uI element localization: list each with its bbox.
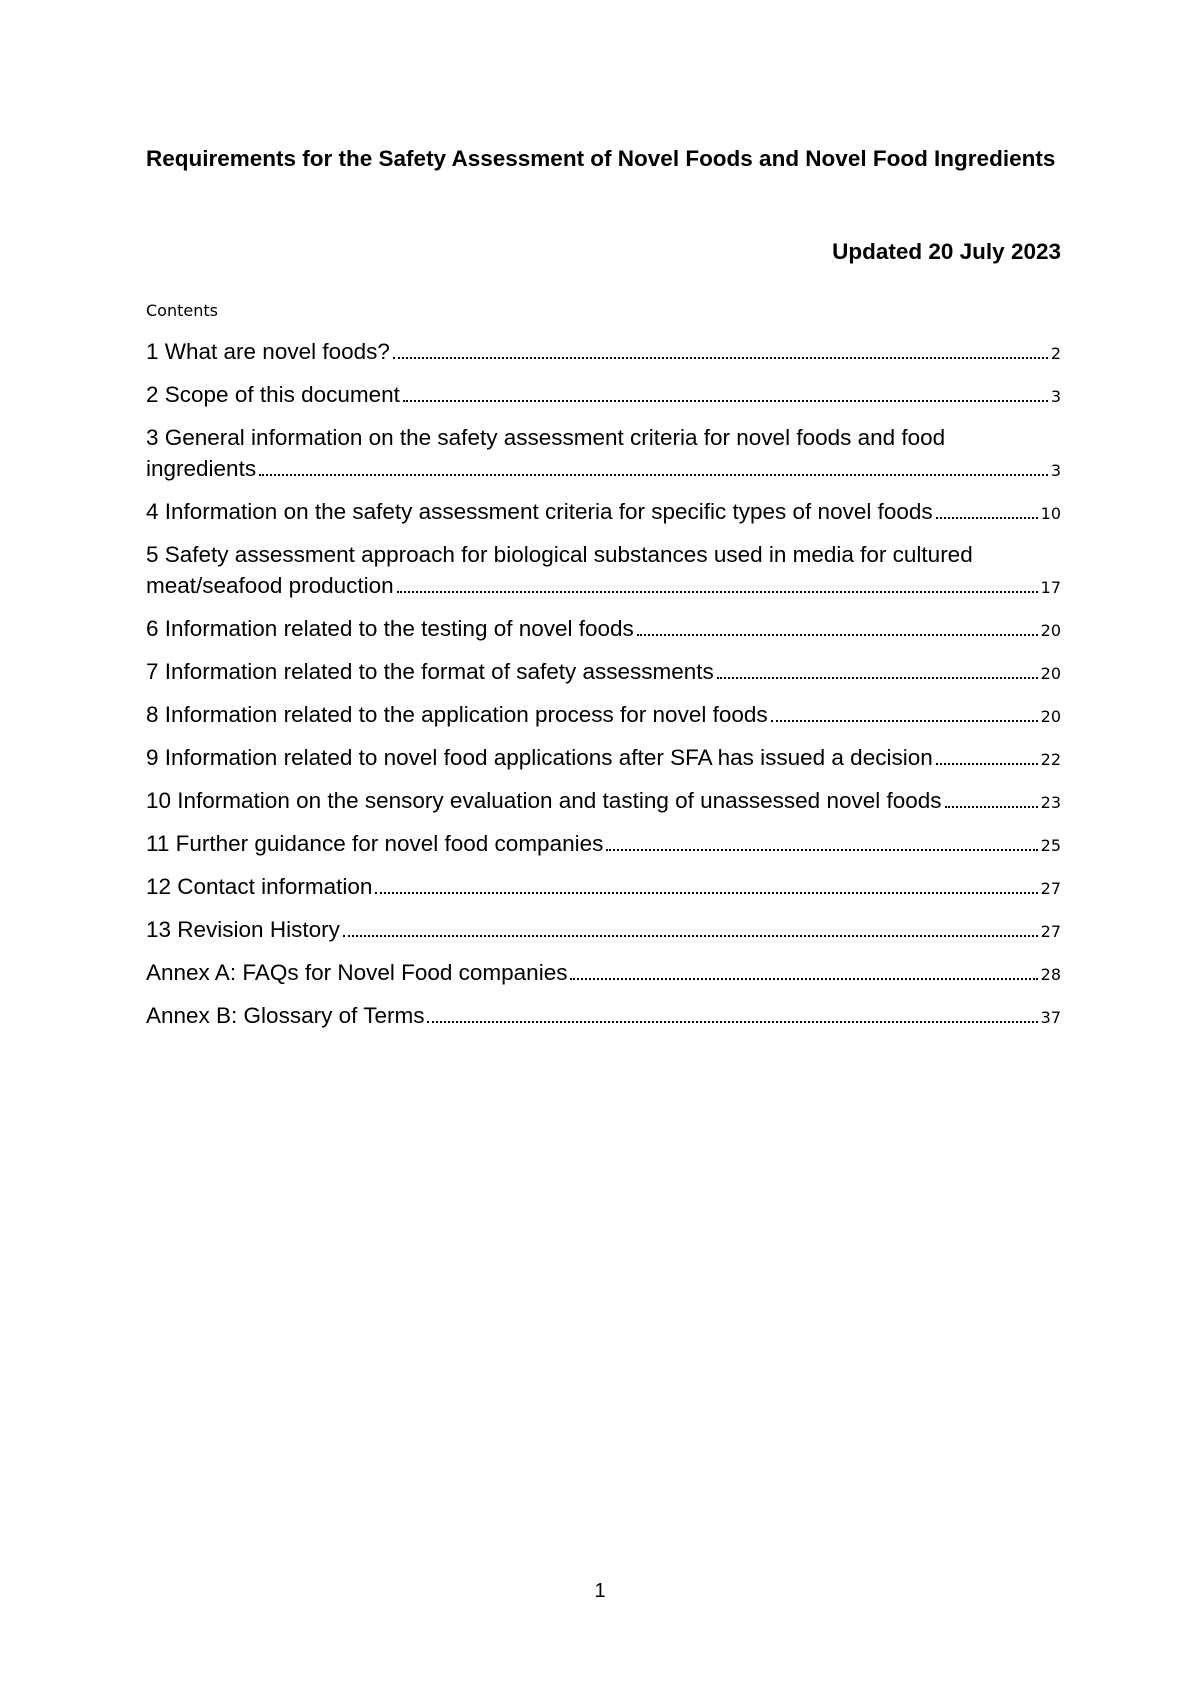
dot-leader: [403, 400, 1048, 402]
toc-page-number: 10: [1040, 504, 1061, 523]
dot-leader: [343, 935, 1038, 937]
toc-entry-9[interactable]: [146, 742, 1061, 775]
toc-entry-row: [146, 570, 1061, 603]
toc-page-number: 23: [1040, 793, 1061, 812]
toc-entry-label: 8 Information related to the application process for novel foods: [146, 702, 768, 727]
toc-entry-annex-b[interactable]: [146, 1000, 1061, 1033]
toc-entry-label: 2 Scope of this document: [146, 382, 400, 407]
toc-entry-label: 11 Further guidance for novel food companies: [146, 831, 604, 856]
dot-leader: [570, 978, 1037, 980]
toc-entry-label: Annex A: FAQs for Novel Food companies: [146, 960, 568, 985]
toc-entry-label-line2: ingredients: [146, 456, 257, 481]
toc-entry-label-line1: 5 Safety assessment approach for biological substances used in media for cultured: [146, 542, 973, 567]
dot-leader: [427, 1021, 1037, 1023]
dot-leader: [397, 591, 1038, 593]
toc-entry-6[interactable]: [146, 613, 1061, 646]
toc-page-number: 3: [1050, 461, 1061, 480]
toc-page-number: 25: [1040, 836, 1061, 855]
page-number: 1: [594, 1580, 606, 1602]
toc-entry-3[interactable]: [146, 422, 1061, 486]
toc-entry-1[interactable]: [146, 336, 1061, 369]
dot-leader: [393, 357, 1048, 359]
dot-leader: [606, 849, 1037, 851]
toc-entry-label: 6 Information related to the testing of novel foods: [146, 616, 634, 641]
toc-entry-label: 12 Contact information: [146, 874, 373, 899]
toc-entry-label: Annex B: Glossary of Terms: [146, 1003, 425, 1028]
dot-leader: [259, 474, 1048, 476]
toc-entry-label: 4 Information on the safety assessment criteria for specific types of novel foods: [146, 499, 933, 524]
toc-entry-label: 7 Information related to the format of safety assessments: [146, 659, 714, 684]
toc-page-number: 17: [1040, 578, 1061, 597]
dot-leader: [375, 892, 1037, 894]
toc-page-number: 37: [1040, 1008, 1061, 1027]
toc-entry-label-line1: 3 General information on the safety assessment criteria for novel foods and food: [146, 425, 946, 450]
toc-entry-label: 13 Revision History: [146, 917, 340, 942]
toc-entry-annex-a[interactable]: [146, 957, 1061, 990]
toc-page-number: 27: [1040, 922, 1061, 941]
toc-entry-5[interactable]: [146, 539, 1061, 603]
toc-page-number: 2: [1050, 344, 1061, 363]
contents-heading: Contents: [146, 301, 218, 320]
toc-entry-label: 1 What are novel foods?: [146, 339, 390, 364]
dot-leader: [717, 677, 1038, 679]
toc-entry-label: 9 Information related to novel food applications after SFA has issued a decision: [146, 745, 933, 770]
toc-entry-4[interactable]: [146, 496, 1061, 529]
toc-entry-13[interactable]: [146, 914, 1061, 947]
toc-entry-11[interactable]: [146, 828, 1061, 861]
toc-entry-12[interactable]: [146, 871, 1061, 904]
dot-leader: [945, 806, 1038, 808]
toc-entry-label: 10 Information on the sensory evaluation and tasting of unassessed novel foods: [146, 788, 942, 813]
toc-entry-10[interactable]: [146, 785, 1061, 818]
dot-leader: [936, 763, 1038, 765]
dot-leader: [936, 517, 1038, 519]
toc-page-number: 20: [1040, 664, 1061, 683]
toc-entry-7[interactable]: [146, 656, 1061, 689]
toc-page-number: 28: [1040, 965, 1061, 984]
dot-leader: [637, 634, 1038, 636]
toc-page-number: 27: [1040, 879, 1061, 898]
table-of-contents: [146, 336, 1061, 1043]
toc-entry-2[interactable]: [146, 379, 1061, 412]
document-title: Requirements for the Safety Assessment of Novel Foods and Novel Food Ingredients: [146, 146, 1056, 171]
toc-entry-row: [146, 453, 1061, 486]
toc-entry-8[interactable]: [146, 699, 1061, 732]
toc-entry-label-line2: meat/seafood production: [146, 573, 394, 598]
toc-page-number: 3: [1050, 387, 1061, 406]
toc-page-number: 20: [1040, 707, 1061, 726]
toc-page-number: 20: [1040, 621, 1061, 640]
dot-leader: [771, 720, 1038, 722]
updated-date: Updated 20 July 2023: [832, 239, 1061, 264]
toc-page-number: 22: [1040, 750, 1061, 769]
